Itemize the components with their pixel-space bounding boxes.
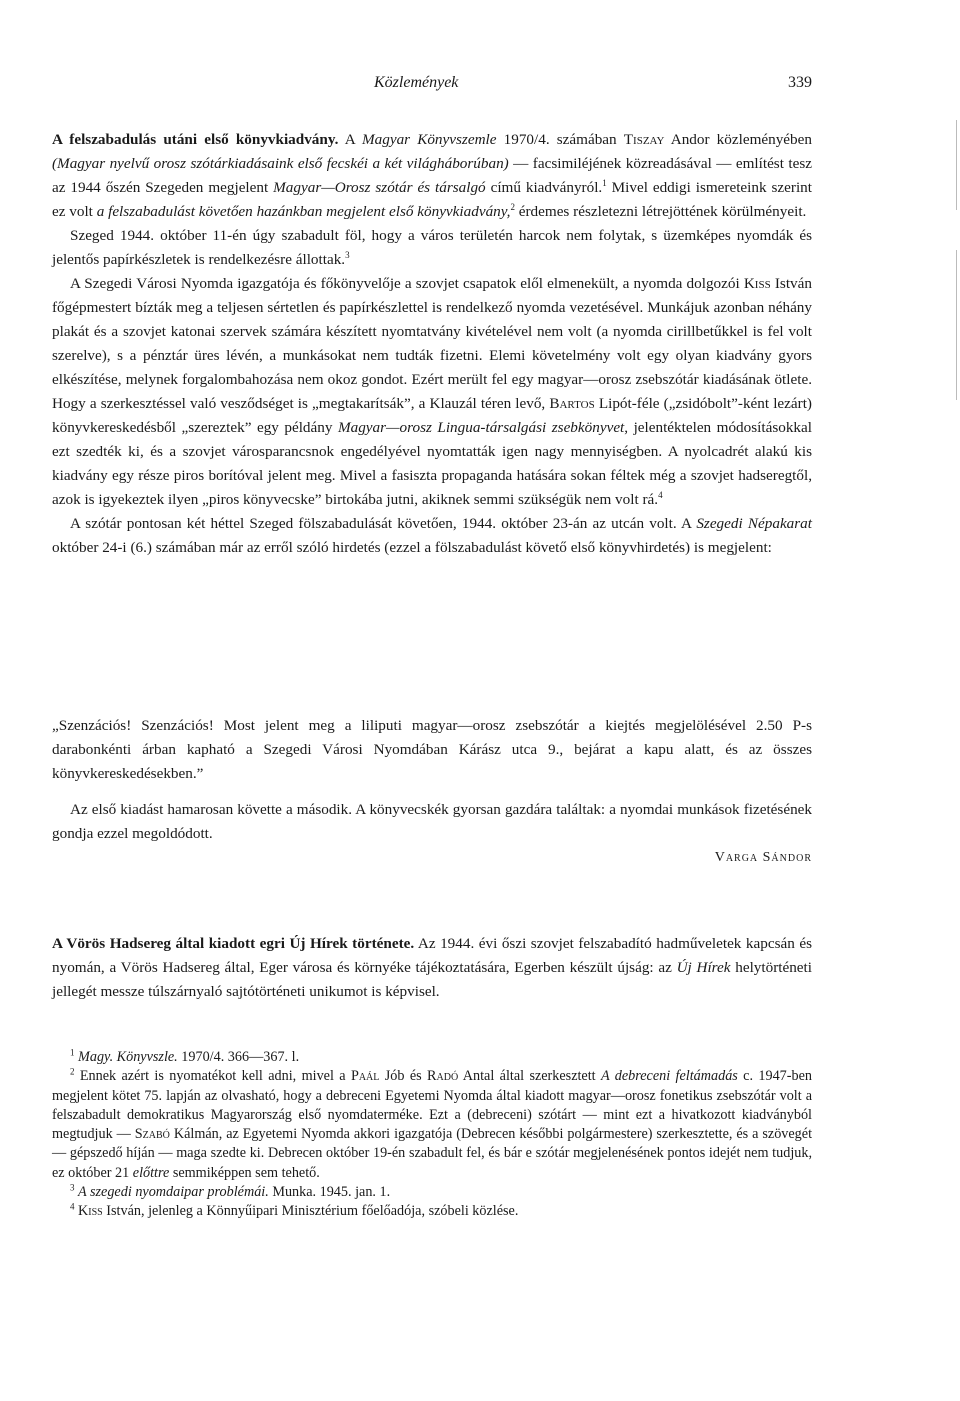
text-run: 1970/4. számában [496, 131, 624, 148]
text-run: helytörténeti jellegét messze túlszárnyaló sajtótörténeti unikumot is képvisel. [52, 959, 812, 1000]
running-header [52, 74, 812, 98]
text-run: Antal által szerkesztett [458, 1068, 601, 1085]
text-run: c. 1947-ben megjelent kötet 75. lapján az olvasható, hogy a debreceni Egyetemi Nyomda által kiadott magyar—orosz fonetikus zsebszótár volt a felszabadult demokratikus Magyarország első nyomdaterméke. Ezt a (debreceni) szótárt — mint ezt a hivatkozott kiadványból megtudjuk — [52, 1068, 812, 1143]
author-name: Tiszay [623, 131, 665, 148]
footnotes [52, 1048, 812, 1222]
text-run: című kiadványról. [485, 179, 603, 196]
footnote-2 [52, 1067, 812, 1183]
book-title: A debreceni feltámadás [600, 1068, 738, 1085]
journal-abbreviation: Magy. Könyvszle. [78, 1049, 178, 1065]
footnote-ref[interactable]: 3 [345, 249, 350, 260]
newspaper-title: Szegedi Népakarat [696, 515, 812, 532]
footnote-ref[interactable]: 2 [510, 201, 515, 212]
article-1-paragraph-2 [52, 224, 812, 272]
footnote-ref[interactable]: 4 [658, 489, 663, 500]
newspaper-title: Új Hírek [676, 959, 731, 976]
advertisement-quote [52, 714, 812, 786]
person-name: Szabó [134, 1126, 170, 1143]
article-1-paragraph-5: Az első kiadást hamarosan követte a második. A könyvecskék gyorsan gazdára találtak: a nyomdai munkások fizetésének gondja ezzel megoldódott. [52, 801, 812, 842]
text-run: október 24-i (6.) számában már az erről szóló hirdetés (ezzel a fölszabadulást követő első könyvhirdetés) is megjelent: [52, 539, 772, 556]
text-run: István, jelenleg a Könnyűipari Minisztérium főelőadója, szóbeli közlése. [102, 1203, 519, 1220]
book-title: Magyar—orosz Lingua-társalgási zsebkönyvet [337, 419, 625, 436]
article-title: A szegedi nyomdaipar problémái. [78, 1184, 269, 1201]
text-run: — facsimiléjének közreadásával — említést tesz az 1944 őszén Szegeden megjelent [52, 155, 812, 196]
text-run: érdemes részletezni létrejöttének körülményeit. [514, 203, 807, 220]
emphasis: előttre [132, 1164, 170, 1181]
article-title: (Magyar nyelvű orosz szótárkiadásaink első fecskéi a két világháborúban) [52, 155, 509, 172]
text-run: 1970/4. 366—367. l. [177, 1049, 300, 1065]
footnote-1 [52, 1048, 812, 1067]
journal-title: Magyar Könyvszemle [361, 131, 497, 148]
header-title: Közlemények [374, 74, 459, 91]
footnote-4 [52, 1202, 812, 1221]
person-name: Radó [427, 1068, 459, 1085]
page-number: 339 [788, 74, 812, 91]
footnote-number: 4 [70, 1201, 75, 1212]
article-1 [52, 128, 812, 560]
scan-edge-line [956, 250, 957, 400]
book-title: Magyar—Orosz szótár és társalgó [273, 179, 486, 196]
footnote-number: 1 [70, 1047, 75, 1058]
scan-edge-line [956, 120, 957, 210]
text-run: Mivel eddigi ismereteink szerint ez volt [52, 179, 812, 220]
footnote-number: 3 [70, 1182, 75, 1193]
article-2-heading: A Vörös Hadsereg által kiadott egri Új Hírek története. [52, 935, 415, 952]
text-run: Az 1944. évi őszi szovjet felszabadító hadműveletek kapcsán és nyomán, a Vörös Hadsereg által, Eger városa és környéke tájékoztatására, Egerben készült újság: az [52, 935, 812, 976]
text-run: Andor közleményében [664, 131, 812, 148]
article-1-closing [52, 798, 812, 846]
person-name: Kiss [743, 275, 771, 292]
text-run: Szeged 1944. október 11-én úgy szabadult föl, hogy a város területén harcok nem folytak, s üzemképes nyomdák és jelentős papírkészletek is rendelkezésre állottak. [52, 227, 812, 268]
text-run: A Szegedi Városi Nyomda igazgatója és főkönyvelője a szovjet csapatok elől elmenekült, a nyomda dolgozói [70, 275, 744, 292]
footnote-number: 2 [70, 1066, 75, 1077]
article-2 [52, 932, 812, 1004]
text-run: A [338, 131, 362, 148]
text-run: Ennek azért is nyomatékot kell adni, mivel a [74, 1068, 351, 1085]
article-1-paragraph-3 [52, 272, 812, 512]
text-run: Lipót-féle („zsidóbolt”-ként lezárt) könyvkereskedésből „szereztek” egy példány [52, 395, 812, 436]
text-run: Kálmán, az Egyetemi Nyomda akkori igazgatója (Debrecen későbbi polgármestere) szerkesztette, és a szövegét — gépszedő híján — maga szedte ki. Debrecen október 19-én szabadult fel, és bár e szótár megjelenésének pontos idejét nem tudjuk, ez október 21 [52, 1126, 813, 1181]
article-1-heading: A felszabadulás utáni első könyvkiadvány. [52, 131, 339, 148]
article-1-paragraph-1 [52, 128, 812, 224]
text-run: István főgépmestert bízták meg a teljesen sértetlen és papírkészlettel is rendelkező nyomda vezetésével. Munkájuk azonban néhány plakát és a szovjet katonai szervek számára készített nyomtatvány kivételével nem volt (a nyomda cirillbetűkkel is fel volt szerelve), s a pénztár üres lévén, a munkásokat nem tudták fizetni. Elemi követelmény volt egy olyan kiadvány gyors elkészítése, melynek forgalombahozása nem okoz gondot. Ezért merült fel egy magyar—orosz zsebszótár kiadásának ötlete. Hogy a szerkesztéssel való vesződséget is „megtakarítsák”, a Klauzál téren levő, [52, 275, 812, 412]
footnote-ref[interactable]: 1 [602, 177, 607, 188]
text-run: Munka. 1945. jan. 1. [268, 1184, 391, 1201]
person-name: Paál [350, 1068, 380, 1085]
article-2-paragraph-1 [52, 932, 812, 1004]
text-run: , jelentéktelen módosításokkal ezt szedték ki, és a szovjet városparancsnok engedélyével nyomtatták igen nagy mennyiségben. A nyolcadrét alakú kis kiadvány egy része piros borítóval jelent meg. Mivel a fasiszta propaganda hatására sokan féltek még a szovjet hadseregtől, azok is igyekeztek ilyen „piros könyvecske” birtokába jutni, akiknek semmi szükségük nem volt rá. [52, 419, 812, 508]
quote-text: „Szenzációs! Szenzációs! Most jelent meg a liliputi magyar—orosz zsebszótár a kiejtés megjelölésével 2.50 P-s darabonkénti árban kapható a Szegedi Városi Nyomdában Kárász utca 9., bejárat a kapu alatt, és az összes könyvkereskedésekben.” [52, 717, 812, 782]
author-signature: Varga Sándor [714, 850, 812, 865]
emphasis: a felszabadulást követően hazánkban megjelent első könyvkiadvány, [96, 203, 511, 220]
person-name: Bartos [549, 395, 595, 412]
footnote-3 [52, 1183, 812, 1202]
person-name: Kiss [78, 1203, 103, 1220]
article-1-paragraph-4 [52, 512, 812, 560]
text-run: semmiképpen sem tehető. [169, 1164, 320, 1181]
text-run: Jób és [379, 1068, 428, 1085]
text-run: A szótár pontosan két héttel Szeged fölszabadulását követően, 1944. október 23-án az utcán volt. A [70, 515, 697, 532]
